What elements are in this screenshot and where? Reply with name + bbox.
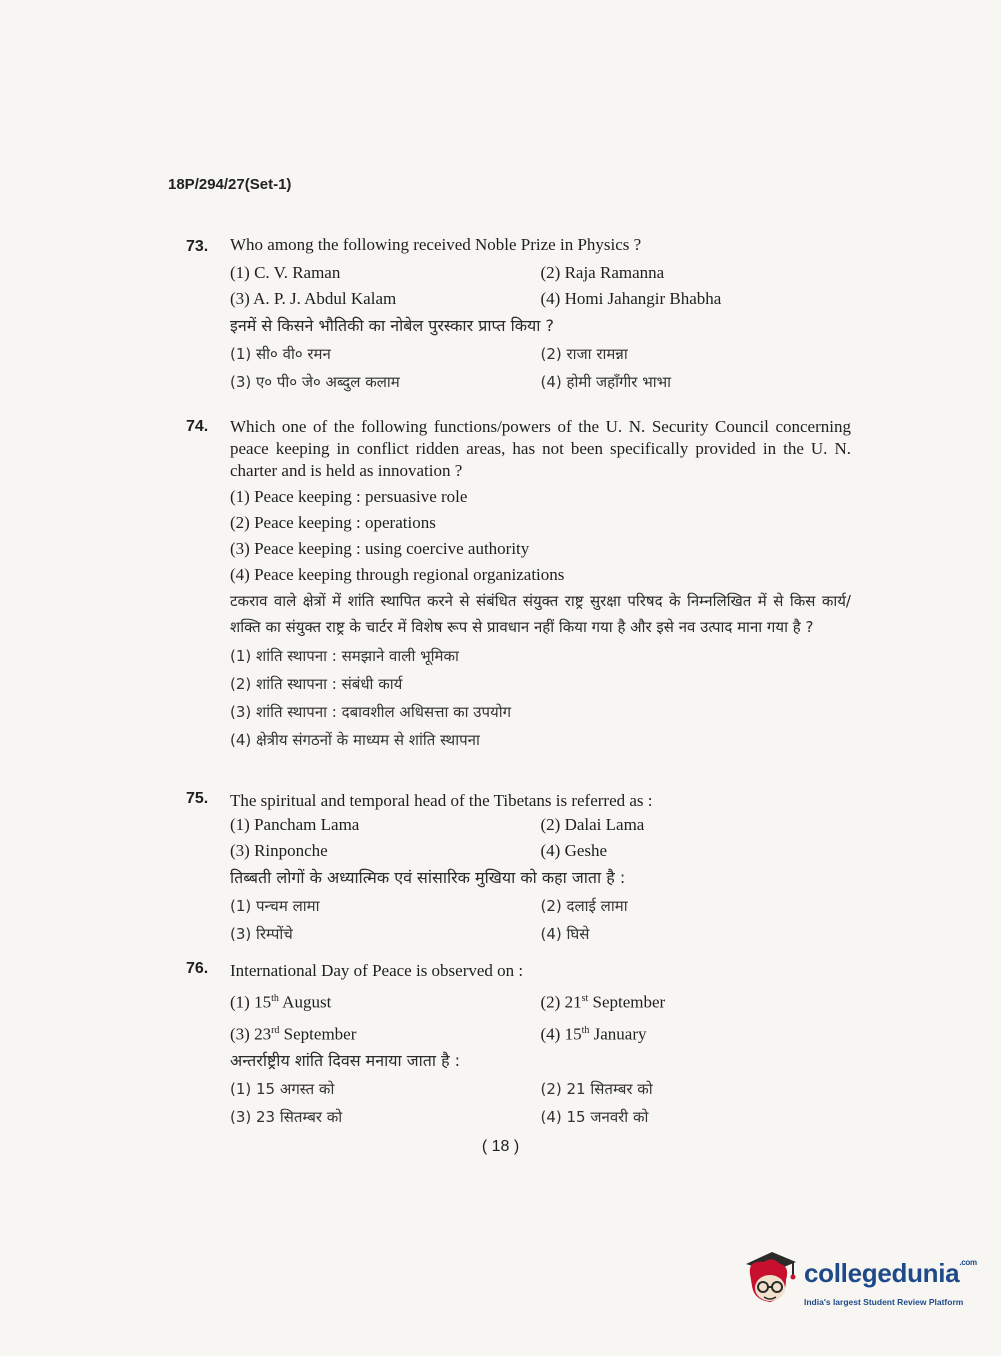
page-number: ( 18 ) bbox=[481, 1138, 520, 1155]
question-number: 76. bbox=[186, 960, 209, 977]
brand-tagline: India's largest Student Review Platform bbox=[804, 1297, 964, 1307]
option-1-en: (1) 15th August bbox=[230, 992, 332, 1012]
options-hi-row-2 bbox=[230, 368, 851, 396]
options-en bbox=[186, 484, 851, 588]
options-en-row-1 bbox=[230, 260, 851, 286]
options-en-row-1 bbox=[230, 986, 851, 1016]
options-hi-row-2 bbox=[230, 920, 851, 948]
paper-code: 18P/294/27(Set-1) bbox=[168, 176, 292, 193]
option-3-en: (3) A. P. J. Abdul Kalam bbox=[230, 289, 397, 308]
option-3-hi: (3) रिम्पोंचे bbox=[230, 925, 293, 943]
option-2-hi: (2) राजा रामन्ना bbox=[540, 345, 628, 363]
option-2-en: (2) Raja Ramanna bbox=[540, 263, 665, 282]
option-2-hi: (2) शांति स्थापना : संबंधी कार्य bbox=[230, 675, 403, 693]
option-3-en: (3) Rinponche bbox=[230, 841, 328, 860]
option-1-hi: (1) 15 अगस्त को bbox=[230, 1080, 335, 1099]
option-2-hi: (2) 21 सितम्बर को bbox=[540, 1080, 653, 1099]
question-75 bbox=[186, 790, 851, 948]
options-hi-row-2 bbox=[230, 1103, 851, 1131]
option-1-hi: (1) पन्चम लामा bbox=[230, 897, 320, 915]
option-4-hi: (4) होमी जहाँगीर भाभा bbox=[540, 373, 672, 391]
question-number: 75. bbox=[186, 790, 209, 807]
collegedunia-logo bbox=[742, 1248, 977, 1318]
option-4-hi: (4) 15 जनवरी को bbox=[540, 1108, 649, 1127]
question-text-en: Which one of the following functions/powers of the U. N. Security Council concerning peace keeping in conflict ridden areas, has not been specifically provided in the U. N. charter and is held as innovation ? bbox=[230, 417, 851, 480]
question-text-en: Who among the following received Noble Prize in Physics ? bbox=[230, 235, 642, 254]
question-text-en: International Day of Peace is observed on : bbox=[230, 961, 524, 980]
option-2-en: (2) Dalai Lama bbox=[540, 815, 645, 834]
question-number: 74. bbox=[186, 418, 209, 435]
option-4-hi: (4) घिसे bbox=[540, 925, 590, 943]
options-en-row-2 bbox=[230, 286, 851, 312]
options-hi-row-1 bbox=[230, 892, 851, 920]
option-1-en: (1) Pancham Lama bbox=[230, 815, 360, 834]
question-number: 73. bbox=[186, 238, 209, 255]
options-en-row-2 bbox=[230, 1018, 851, 1048]
option-4-en: (4) Geshe bbox=[540, 841, 608, 860]
options-hi-row-1 bbox=[230, 340, 851, 368]
question-74 bbox=[186, 416, 851, 754]
option-1-hi: (1) सी० वी० रमन bbox=[230, 345, 331, 363]
option-1-hi: (1) शांति स्थापना : समझाने वाली भूमिका bbox=[230, 647, 459, 665]
question-text-hi: इनमें से किसने भौतिकी का नोबेल पुरस्कार प्राप्त किया ? bbox=[230, 316, 555, 335]
student-mascot-icon bbox=[742, 1248, 798, 1310]
option-2-en: (2) 21st September bbox=[540, 992, 666, 1012]
question-text-hi: टकराव वाले क्षेत्रों में शांति स्थापित करने से संबंधित संयुक्त राष्ट्र सुरक्षा परिषद के निम्नलिखित में से किस कार्य/शक्ति का संयुक्त राष्ट्र के चार्टर में विशेष रूप से प्रावधान नहीं किया गया है और इसे नव उत्पाद माना गया है ? bbox=[230, 592, 851, 636]
option-3-hi: (3) 23 सितम्बर को bbox=[230, 1108, 343, 1127]
option-3-hi: (3) ए० पी० जे० अब्दुल कलाम bbox=[230, 373, 400, 391]
options-en-row-2 bbox=[230, 838, 851, 864]
option-4-en: (4) 15th January bbox=[540, 1024, 647, 1044]
option-3-en: (3) Peace keeping : using coercive authority bbox=[230, 539, 530, 558]
option-1-en: (1) C. V. Raman bbox=[230, 263, 341, 282]
options-en-row-1 bbox=[230, 812, 851, 838]
option-2-hi: (2) दलाई लामा bbox=[540, 897, 628, 915]
options-hi-row-1 bbox=[230, 1075, 851, 1103]
option-3-hi: (3) शांति स्थापना : दबावशील अधिसत्ता का उपयोग bbox=[230, 703, 512, 721]
question-73 bbox=[186, 226, 851, 396]
option-3-en: (3) 23rd September bbox=[230, 1024, 357, 1044]
question-text-hi: अन्तर्राष्ट्रीय शांति दिवस मनाया जाता है : bbox=[230, 1051, 461, 1071]
options-hi bbox=[186, 642, 851, 754]
question-text-en: The spiritual and temporal head of the Tibetans is referred as : bbox=[230, 791, 653, 810]
option-4-en: (4) Homi Jahangir Bhabha bbox=[540, 289, 722, 308]
brand-name: collegedunia$^{.com}$ bbox=[804, 1258, 977, 1288]
option-1-en: (1) Peace keeping : persuasive role bbox=[230, 487, 468, 506]
question-76 bbox=[186, 960, 851, 1131]
option-2-en: (2) Peace keeping : operations bbox=[230, 513, 436, 532]
option-4-en: (4) Peace keeping through regional organizations bbox=[230, 565, 565, 584]
option-4-hi: (4) क्षेत्रीय संगठनों के माध्यम से शांति स्थापना bbox=[230, 731, 480, 749]
question-text-hi: तिब्बती लोगों के अध्यात्मिक एवं सांसारिक मुखिया को कहा जाता है : bbox=[230, 868, 626, 887]
